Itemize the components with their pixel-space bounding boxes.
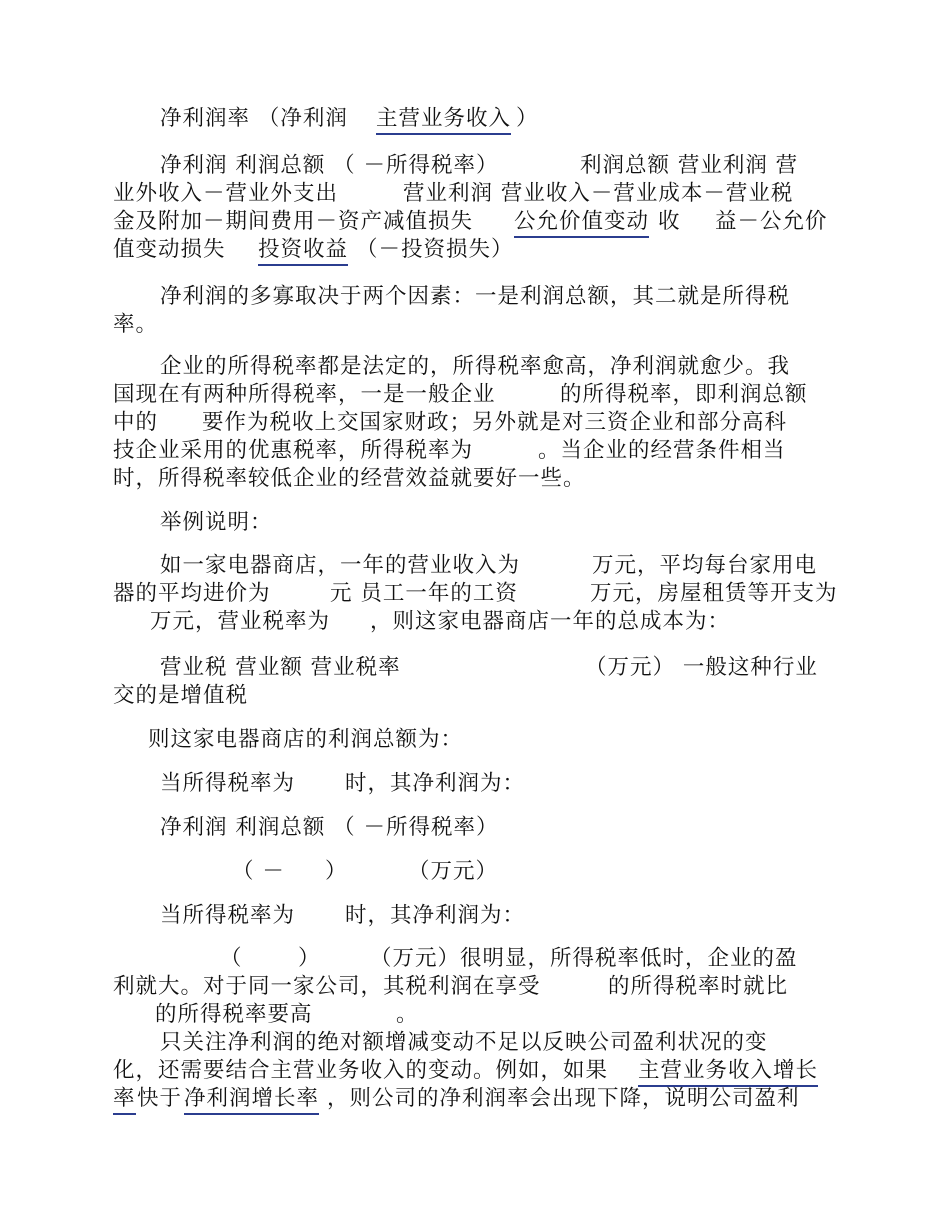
case-2-text-b: 时，其净利润为： [345,903,526,928]
calc-unit: （万元） [408,859,499,884]
fair-value-change-link[interactable]: 公允价值变动 [514,209,649,238]
main-business-revenue-link[interactable]: 主营业务收入 [376,106,511,135]
net-profit-growth-rate-link[interactable]: 净利润增长率 [184,1086,319,1115]
case-1-text-b: 时，其净利润为： [345,771,526,796]
tax-rate-line-3b: 要作为税收上交国家财政；另外就是对三资企业和部分高科 [202,410,788,435]
example-line-3a: 万元，营业税率为 [150,609,331,634]
fair-value-loss-text: 值变动损失 [113,237,226,262]
net-margin-formula-text: 净利润率 （净利润 [160,106,348,131]
case-2-text-a: 当所得税率为 [160,903,296,928]
calc-close-paren: ） [325,859,348,884]
tax-rate-line-2b: 的所得税率，即利润总额 [560,382,808,407]
revenue-growth-rate-link-cont[interactable]: 率 [113,1086,136,1115]
conclusion-close-paren: ） [298,946,321,971]
example-line-2a: 器的平均进价为 [113,581,271,606]
net-profit-formula-repeat: 净利润 利润总额 （ －所得税率） [160,815,499,840]
conclusion-open-paren: （ [220,946,243,971]
example-heading: 举例说明： [160,510,273,535]
fair-value-gain-text: 益－公允价 [715,209,828,234]
final-line-1: 只关注净利润的绝对额增减变动不足以反映公司盈利状况的变 [160,1030,768,1055]
tax-rate-line-5: 时，所得税率较低企业的经营效益就要好一些。 [113,466,586,491]
factors-line-2: 率。 [113,312,159,337]
factors-line-1: 净利润的多寡取决于两个因素：一是利润总额，其二就是所得税 [160,284,791,309]
example-line-1a: 如一家电器商店，一年的营业收入为 [160,553,521,578]
operating-profit-formula-text: 营业利润 营业收入－营业成本－营业税 [403,181,794,206]
tax-rate-line-4a: 技企业采用的优惠税率，所得税率为 [113,438,474,463]
case-1-text-a: 当所得税率为 [160,771,296,796]
tax-rate-line-1: 企业的所得税率都是法定的，所得税率愈高，净利润就愈少。我 [160,354,791,379]
final-line-3b: ，则公司的净利润率会出现下降，说明公司盈利 [327,1086,800,1111]
investment-income-link[interactable]: 投资收益 [258,237,348,266]
business-tax-line-2: 交的是增值税 [113,683,249,708]
tax-expense-text: 金及附加－期间费用－资产减值损失 [113,209,474,234]
non-operating-text: 业外收入－营业外支出 [113,181,339,206]
business-tax-result: （万元） 一般这种行业 [585,655,818,680]
example-line-2b: 元 员工一年的工资 [330,581,518,606]
total-profit-heading: 则这家电器商店的利润总额为： [148,727,464,752]
final-line-2a: 化，还需要结合主营业务收入的变动。例如，如果 [113,1058,609,1083]
example-line-2c: 万元，房屋租赁等开支为 [590,581,838,606]
closing-paren: ） [516,106,539,131]
net-profit-formula-text: 净利润 利润总额 （ －所得税率） [160,153,499,178]
example-line-3b: ，则这家电器商店一年的总成本为： [370,609,731,634]
tax-rate-line-4b: 。当企业的经营条件相当 [538,438,786,463]
revenue-growth-rate-link[interactable]: 主营业务收入增长 [638,1058,818,1087]
tax-rate-line-3a: 中的 [113,410,159,435]
investment-loss-text: （－投资损失） [356,237,514,262]
faster-than-text: 快于 [137,1086,183,1111]
conclusion-text: （万元）很明显，所得税率低时，企业的盈 [370,946,798,971]
example-line-1b: 万元，平均每台家用电 [592,553,818,578]
total-profit-formula-text: 利润总额 营业利润 营 [580,153,799,178]
conclusion-line-2a: 利就大。对于同一家公司，其税利润在享受 [113,974,541,999]
business-tax-formula: 营业税 营业额 营业税率 [160,655,401,680]
income-char-text: 收 [658,209,681,234]
conclusion-line-3b: 。 [396,1002,419,1027]
calc-open-paren: （ － [232,859,285,884]
conclusion-line-3a: 的所得税率要高 [155,1002,313,1027]
conclusion-line-2b: 的所得税率时就比 [608,974,789,999]
tax-rate-line-2a: 国现在有两种所得税率，一是一般企业 [113,382,496,407]
